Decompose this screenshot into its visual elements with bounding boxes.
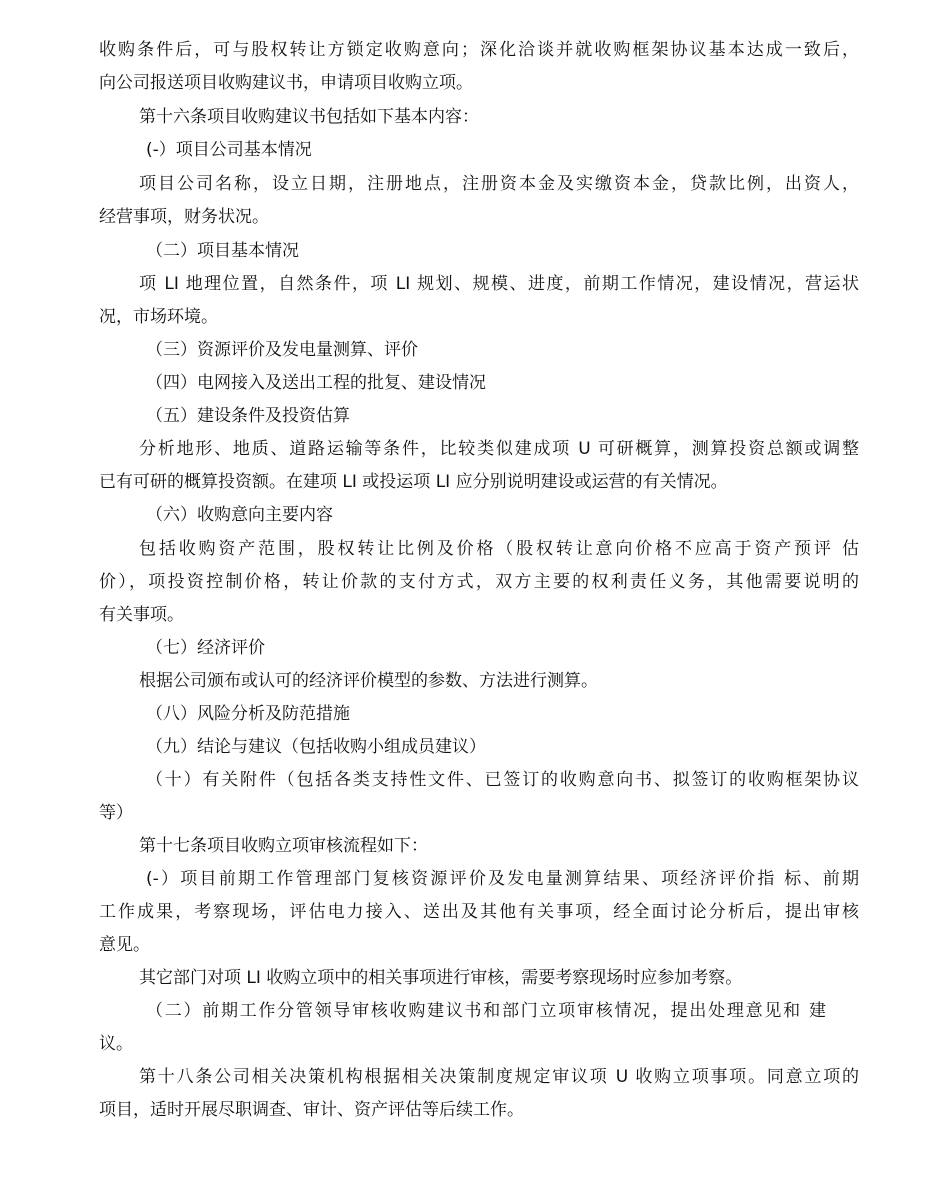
section-heading: （七）经济评价 — [146, 638, 265, 658]
text-line: 包括收购资产范围，股权转让比例及价格（股权转让意向价格不应高于资产预评 估 — [139, 539, 859, 559]
text-line: 意见。 — [99, 935, 150, 955]
text-line: 价），项投资控制价格，转让价款的支付方式，双方主要的权利责任义务，其他需要说明的 — [99, 572, 859, 592]
section-heading: (-）项目公司基本情况 — [146, 140, 312, 160]
text-line: 议。 — [99, 1034, 133, 1054]
text-line: 收购条件后，可与股权转让方锁定收购意向；深化洽谈并就收购框架协议基本达成一致后， — [99, 40, 859, 60]
article-heading: 第十六条项目收购建议书包括如下基本内容： — [139, 107, 479, 127]
text-line: 分析地形、地质、道路运输等条件，比较类似建成项 U 可研概算，测算投资总额或调整 — [139, 439, 859, 459]
article-heading: 第十七条项目收购立项审核流程如下： — [139, 836, 428, 856]
article-heading: 第十八条公司相关决策机构根据相关决策制度规定审议项 U 收购立项事项。同意立项的 — [139, 1067, 859, 1087]
section-heading: （二）项目基本情况 — [146, 241, 299, 261]
text-line: 根据公司颁布或认可的经济评价模型的参数、方法进行测算。 — [139, 671, 598, 691]
section-heading: （三）资源评价及发电量测算、评价 — [146, 340, 418, 360]
text-line: 项 LI 地理位置，自然条件，项 LI 规划、规模、进度，前期工作情况，建设情况，营运状 — [139, 274, 859, 294]
text-line: 有关事项。 — [99, 605, 184, 625]
text-line: 况，市场环境。 — [99, 307, 218, 327]
section-heading: （五）建设条件及投资估算 — [146, 406, 350, 426]
text-line: 等） — [99, 803, 133, 823]
section-heading: （九）结论与建议（包括收购小组成员建议） — [146, 737, 486, 757]
section-heading: （十）有关附件（包括各类支持性文件、已签订的收购意向书、拟签订的收购框架协议 — [146, 770, 859, 790]
section-heading: （四）电网接入及送出工程的批复、建设情况 — [146, 373, 486, 393]
section-heading: (-）项目前期工作管理部门复核资源评价及发电量测算结果、项经济评价指 标、前期 — [146, 869, 859, 889]
section-heading: （六）收购意向主要内容 — [146, 505, 333, 525]
text-line: 工作成果，考察现场，评估电力接入、送出及其他有关事项，经全面讨论分析后，提出审核 — [99, 902, 859, 922]
text-line: 向公司报送项目收购建议书，申请项目收购立项。 — [99, 73, 473, 93]
text-line: 其它部门对项 LI 收购立项中的相关事项进行审核，需要考察现场时应参加考察。 — [139, 968, 743, 988]
section-heading: （八）风险分析及防范措施 — [146, 704, 350, 724]
text-line: 经营事项，财务状况。 — [99, 207, 269, 227]
text-line: 已有可研的概算投资额。在建项 LI 或投运项 LI 应分别说明建设或运营的有关情况。 — [99, 472, 728, 492]
text-line: 项目公司名称，设立日期，注册地点，注册资本金及实缴资本金，贷款比例，出资人， — [139, 174, 859, 194]
text-line: 项目，适时开展尽职调查、审计、资产评估等后续工作。 — [99, 1100, 524, 1120]
section-heading: （二）前期工作分管领导审核收购建议书和部门立项审核情况，提出处理意见和 建 — [146, 1001, 826, 1021]
